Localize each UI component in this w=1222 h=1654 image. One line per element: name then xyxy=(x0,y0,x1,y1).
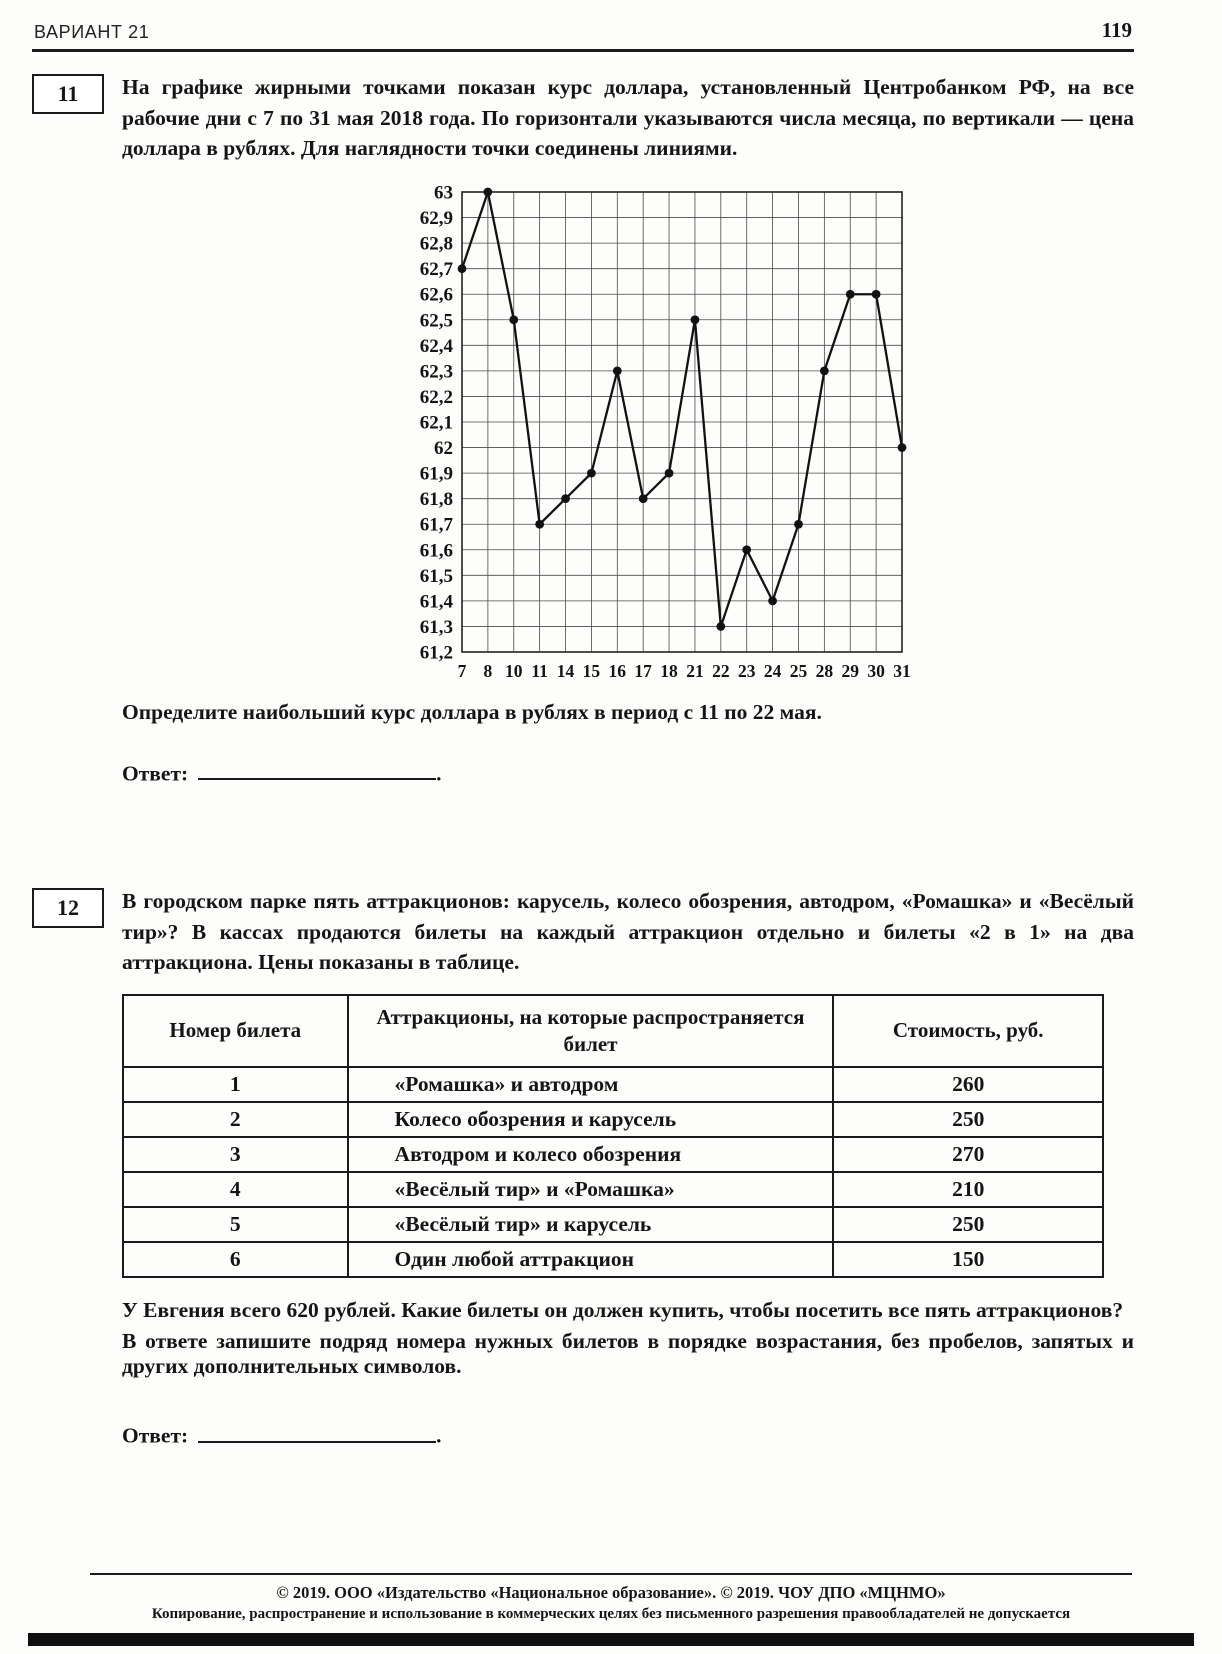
page-number: 119 xyxy=(1101,18,1132,42)
copyright-line: © 2019. ООО «Издательство «Национальное образование». © 2019. ЧОУ ДПО «МЦНМО» xyxy=(276,1583,946,1602)
svg-text:62: 62 xyxy=(434,437,453,459)
svg-text:62,4: 62,4 xyxy=(419,335,453,357)
ticket-table-body xyxy=(123,1067,1103,1277)
table-cell: 6 xyxy=(123,1242,348,1277)
page-footer xyxy=(0,1573,1222,1646)
table-cell: 260 xyxy=(833,1067,1103,1102)
table-row xyxy=(123,1172,1103,1207)
svg-text:61,8: 61,8 xyxy=(419,488,453,510)
table-row xyxy=(123,1207,1103,1242)
table-header-cell: Аттракционы, на которые распространяется билет xyxy=(348,995,834,1068)
svg-text:62,7: 62,7 xyxy=(419,258,453,280)
svg-text:10: 10 xyxy=(505,660,523,681)
ticket-table-head-row xyxy=(123,995,1103,1068)
table-row xyxy=(123,1067,1103,1102)
problem-12-number-box: 12 xyxy=(32,888,104,928)
bottom-black-bar xyxy=(28,1633,1194,1646)
problem-11-answer-line xyxy=(122,759,1134,787)
answer-label: Ответ: xyxy=(122,1423,189,1448)
ticket-table xyxy=(122,994,1104,1279)
table-cell: Один любой аттракцион xyxy=(348,1242,834,1277)
svg-text:16: 16 xyxy=(608,660,627,681)
variant-label: ВАРИАНТ 21 xyxy=(34,22,150,42)
svg-text:61,5: 61,5 xyxy=(419,565,453,587)
svg-text:17: 17 xyxy=(634,660,652,681)
svg-text:7: 7 xyxy=(457,660,467,681)
svg-text:62,6: 62,6 xyxy=(419,284,453,306)
svg-text:61,6: 61,6 xyxy=(419,539,453,561)
table-cell: 1 xyxy=(123,1067,348,1102)
problem-11-number-box: 11 xyxy=(32,74,104,114)
answer-label: Ответ: xyxy=(122,761,189,786)
svg-text:14: 14 xyxy=(556,660,575,681)
svg-text:31: 31 xyxy=(893,660,911,681)
table-cell: Колесо обозрения и карусель xyxy=(348,1102,834,1137)
answer-suffix: . xyxy=(436,1423,442,1448)
svg-text:23: 23 xyxy=(737,660,756,681)
page-header xyxy=(32,16,1134,49)
table-cell: 250 xyxy=(833,1102,1103,1137)
dollar-rate-chart xyxy=(392,178,1134,688)
table-cell: 4 xyxy=(123,1172,348,1207)
table-cell: 5 xyxy=(123,1207,348,1242)
svg-text:62,5: 62,5 xyxy=(419,309,453,331)
svg-text:30: 30 xyxy=(867,660,885,681)
table-row xyxy=(123,1242,1103,1277)
table-cell: 2 xyxy=(123,1102,348,1137)
svg-text:61,9: 61,9 xyxy=(419,463,453,485)
svg-text:62,8: 62,8 xyxy=(419,233,453,255)
table-header-cell: Номер билета xyxy=(123,995,348,1068)
svg-text:61,4: 61,4 xyxy=(419,590,453,612)
svg-text:15: 15 xyxy=(582,660,601,681)
table-cell: 3 xyxy=(123,1137,348,1172)
table-cell: «Весёлый тир» и «Ромашка» xyxy=(348,1172,834,1207)
answer-suffix: . xyxy=(436,761,442,786)
table-cell: Автодром и колесо обозрения xyxy=(348,1137,834,1172)
table-cell: 270 xyxy=(833,1137,1103,1172)
svg-text:21: 21 xyxy=(686,660,704,681)
chart-svg xyxy=(392,178,916,688)
table-row xyxy=(123,1137,1103,1172)
problem-12-answer-blank[interactable] xyxy=(198,1421,436,1443)
problem-11-answer-blank[interactable] xyxy=(198,759,436,781)
svg-text:22: 22 xyxy=(712,660,730,681)
table-row xyxy=(123,1102,1103,1137)
svg-text:29: 29 xyxy=(841,660,859,681)
table-cell: «Весёлый тир» и карусель xyxy=(348,1207,834,1242)
problem-12-statement: В городском парке пять аттракционов: карусель, колесо обозрения, автодром, «Ромашка» и «Весёлый тир»? В кассах продаются билеты на каждый аттракцион отдельно и билеты «2 в 1» на два аттракциона. Цены показаны в таблице. xyxy=(122,889,1134,975)
footer-divider xyxy=(90,1573,1132,1575)
svg-text:62,1: 62,1 xyxy=(419,412,453,434)
svg-text:24: 24 xyxy=(763,660,782,681)
problem-12-question-2: В ответе запишите подряд номера нужных билетов в порядке возрастания, без пробелов, запятых и других дополнительных символов. xyxy=(122,1329,1134,1379)
table-header-cell: Стоимость, руб. xyxy=(833,995,1103,1068)
problem-12-answer-line xyxy=(122,1421,1134,1449)
svg-text:61,2: 61,2 xyxy=(419,642,453,664)
problem-12 xyxy=(32,886,1134,978)
problem-11 xyxy=(32,72,1134,164)
table-cell: 250 xyxy=(833,1207,1103,1242)
problem-11-question: Определите наибольший курс доллара в рублях в период с 11 по 22 мая. xyxy=(122,699,822,724)
table-cell: «Ромашка» и автодром xyxy=(348,1067,834,1102)
problem-11-statement: На графике жирными точками показан курс доллара, установленный Центробанком РФ, на все рабочие дни с 7 по 31 мая 2018 года. По горизонтали указываются числа месяца, по вертикали — цена доллара в рублях. Для наглядности точки соединены линиями. xyxy=(122,75,1134,161)
table-cell: 210 xyxy=(833,1172,1103,1207)
table-cell: 150 xyxy=(833,1242,1103,1277)
svg-text:63: 63 xyxy=(434,182,453,204)
problem-12-question-1: У Евгения всего 620 рублей. Какие билеты он должен купить, чтобы посетить все пять аттракционов? xyxy=(122,1298,1124,1323)
svg-text:62,2: 62,2 xyxy=(419,386,453,408)
svg-text:8: 8 xyxy=(483,660,493,681)
svg-text:61,3: 61,3 xyxy=(419,616,453,638)
header-divider xyxy=(32,49,1134,52)
svg-text:11: 11 xyxy=(531,660,548,681)
svg-text:62,9: 62,9 xyxy=(419,207,453,229)
svg-text:61,7: 61,7 xyxy=(419,514,453,536)
svg-text:62,3: 62,3 xyxy=(419,360,453,382)
svg-text:18: 18 xyxy=(660,660,678,681)
copyright-notice: Копирование, распространение и использование в коммерческих целях без письменного разрешения правообладателей не допускается xyxy=(151,1606,1071,1622)
svg-text:25: 25 xyxy=(789,660,808,681)
svg-text:28: 28 xyxy=(815,660,834,681)
